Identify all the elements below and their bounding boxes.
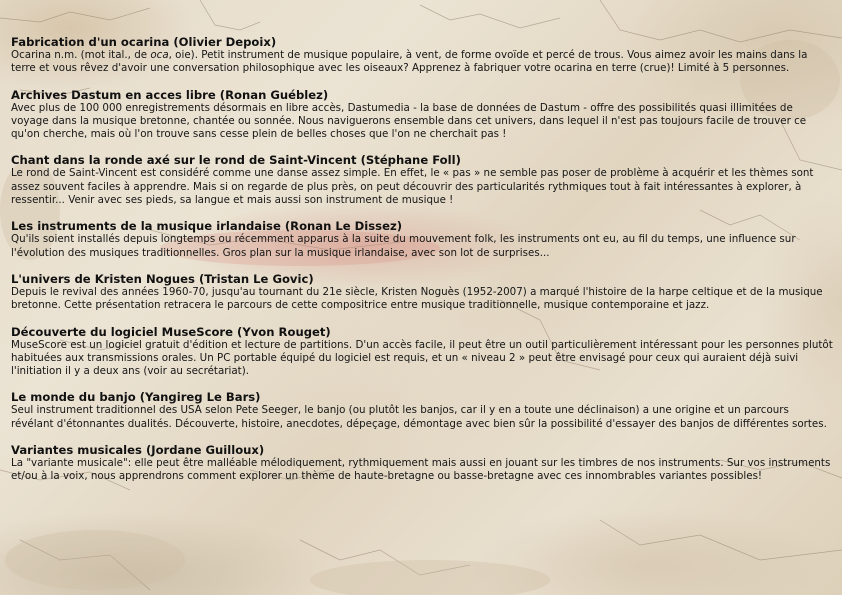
workshop-title: Le monde du banjo (Yangireg Le Bars) (11, 390, 261, 405)
workshop-variantes (11, 443, 833, 484)
workshop-ocarina (11, 35, 833, 76)
workshop-title: Chant dans la ronde axé sur le rond de Saint-Vincent (Stéphane Foll) (11, 153, 461, 168)
workshop-description: Depuis le revival des années 1960-70, jusqu'au tournant du 21e siècle, Kristen Noguès (1952-2007) a marqué l'histoire de la harpe celtique et de la musique bretonne. Cette présentation retracera le parcours de cette compositrice entre musique traditionnelle, musique contemporaine et jazz. (11, 285, 823, 312)
workshop-description: Seul instrument traditionnel des USA selon Pete Seeger, le banjo (ou plutôt les banjos, car il y en a toute une déclinaison) a une origine et un parcours révélant d'étonnantes dualités. Découverte, histoire, anecdotes, dépeçage, démontage avec bien sûr la possibilité d'essayer des banjos de différentes sortes. (11, 404, 827, 430)
workshop-dastum (11, 88, 833, 142)
workshop-title: Les instruments de la musique irlandaise (Ronan Le Dissez) (11, 219, 402, 234)
workshop-title: Archives Dastum en acces libre (Ronan Guéblez) (11, 87, 329, 102)
workshop-title: Découverte du logiciel MuseScore (Yvon Rouget) (11, 324, 331, 339)
workshop-title: Fabrication d'un ocarina (Olivier Depoix) (11, 35, 277, 49)
workshop-saint-vincent (11, 153, 833, 207)
workshop-list (11, 35, 833, 496)
workshop-description: La "variante musicale": elle peut être malléable mélodiquement, rythmiquement mais aussi en jouant sur les timbres de nos instruments. Sur vos instruments et/ou à la voix, nous apprendrons comment explorer un thème de haute-bretagne ou basse-bretagne avec ces innombrables variantes possibles! (11, 457, 831, 483)
workshop-description: Ocarina n.m. (mot ital., de oca, oie). Petit instrument de musique populaire, à vent, de forme ovoïde et percé de trous. Vous aimez avoir les mains dans la terre et vous rêvez d'avoir une conversation philosophique avec les oiseaux? Apprenez à fabriquer votre ocarina en terre (crue)! Limité à 5 personnes. (11, 49, 808, 75)
workshop-description: Qu'ils soient installés depuis longtemps ou récemment apparus à la suite du mouvement folk, les instruments ont eu, au fil du temps, une influence sur l'évolution des musiques traditionnelles. Gros plan sur la musique irlandaise, avec son lot de surprises... (11, 233, 796, 259)
workshop-kristen-nogues (11, 272, 833, 313)
workshop-banjo (11, 390, 833, 431)
workshop-description: Le rond de Saint-Vincent est considéré comme une danse assez simple. En effet, le « pas » ne semble pas poser de problème à acquérir et les thèmes sont assez souvent faciles à apprendre. Mais si on regarde de plus près, on peut découvrir des particularités rythmiques tout à fait intéressantes à explorer, à ressentir... Venir avec ses pieds, sa langue et mais aussi son instrument de musique ! (11, 167, 814, 207)
workshop-musescore (11, 325, 833, 379)
workshop-description: MuseScore est un logiciel gratuit d'édition et lecture de partitions. D'un accès facile, il peut être un outil particulièrement intéressant pour les personnes plutôt habituées aux transmissions orales. Un PC portable équipé du logiciel est requis, et un « niveau 2 » peut être envisagé pour ceux qui auraient déjà suivi l'initiation il y a deux ans (voir au secrétariat). (11, 338, 833, 378)
workshop-description: Avec plus de 100 000 enregistrements désormais en libre accès, Dastumedia - la base de données de Dastum - offre des possibilités quasi illimitées de voyage dans la musique bretonne, chantée ou sonnée. Nous naviguerons ensemble dans cet univers, dans lequel il n'est pas toujours facile de trouver ce qu'on cherche, mais où l'on trouve sans cesse plein de belles choses que l'on ne cherchait pas ! (11, 101, 807, 141)
workshop-irish-instruments (11, 219, 833, 260)
workshop-title: L'univers de Kristen Nogues (Tristan Le Govic) (11, 271, 314, 286)
workshop-title: Variantes musicales (Jordane Guilloux) (11, 443, 265, 458)
